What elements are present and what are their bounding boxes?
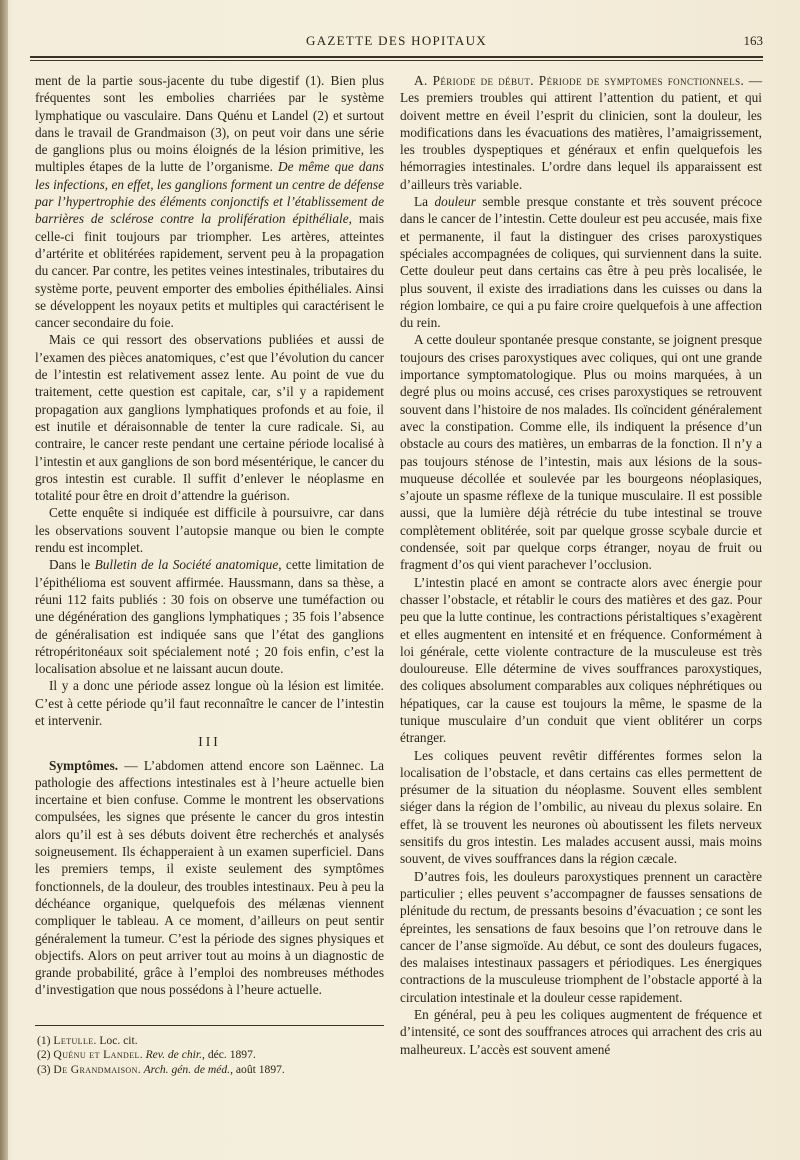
paragraph: A cette douleur spontanée presque constante, se joignent presque toujours des crises paroxystiques avec coliques, qui ont une grande importance symptomatologique. Plus ou moins marquées, à un degré plus ou moins accusé, ces crises paroxystiques se retrouvent souvent dans l’histoire de nos malades. Ils coïncident généralement avec la constipation. Comme elle, ils indiquent la présence d’un obstacle au cours des matières, un embarras de la fonction. Il n’y a pas toujours sténose de l’intestin, mais aux lésions de la sous-muqueuse décollée et soulevée par les bourgeons néoplasiques, s’ajoute un spasme réflexe de la tunique musculaire. Il est possible aussi, que la lumière déjà rétrécie du tube intestinal se trouve complètement oblitérée, soit par quelque grosse scybale durcie et condensée, soit par quelque corps étranger, noyau de fruit ou fragment d’os qui vient parachever l’occlusion.: [400, 332, 762, 573]
footnote-text: .: [139, 1048, 146, 1062]
footnote-number: (3): [37, 1062, 54, 1076]
footnote-author: Letulle: [53, 1033, 94, 1047]
page-spine: [0, 0, 8, 1160]
left-column: [35, 72, 384, 1077]
text-run: ment de la partie sous-jacente du tube digestif (1). Bien plus fréquentes sont les embolies charriées par le système lymphatique ou vasculaire. Dans Quénu et Landel (2) et surtout dans le travail de Grandmaison (3), on peut voir dans une série de ganglions plus ou moins éloignés de la lésion primitive, les multiples étapes de la lutte de l’organisme.: [35, 73, 384, 175]
paragraph: Mais ce qui ressort des observations publiées et aussi de l’examen des pièces anatomiques, c’est que l’évolution du cancer de l’intestin est relativement assez lente. Au point de vue du traitement, cette question est capitale, car, s’il y a rapidement propagation aux ganglions lymphatiques profonds et au foie, il est inutile et déraisonnable de tenter la cure radicale. Si, au contraire, le cancer reste pendant une certaine période localisé à l’intestin et aux ganglions de son bord mésentérique, le cancer du gros intestin est curable. Il suffit d’enlever le néoplasme en totalité pour être en droit d’attendre la guérison.: [35, 332, 384, 504]
paragraph: [400, 193, 762, 331]
right-column: [400, 72, 762, 1058]
paragraph: [35, 556, 384, 677]
text-run: — Les premiers troubles qui attirent l’attention du patient, et qui doivent mettre en éveil l’esprit du clinicien, sont la douleur, les modifications dans les évacuations des matières, l’amaigrissement, les troubles dyspeptiques et généraux et enfin quelquefois les hémorragies intestinales. L’ordre dans lequel ils apparaissent est d’ailleurs très variable.: [400, 73, 762, 192]
run-in-heading: A. Période de début. Période de symptomes fonctionnels.: [414, 73, 745, 88]
paragraph: Les coliques peuvent revêtir différentes formes selon la localisation de l’obstacle, et dans certains cas elles permettent de présumer de la situation du néoplasme. Souvent elles semblent siéger dans la région de l’ombilic, au niveau du plexus solaire. En effet, là se trouvent les neurones où aboutissent les filets nerveux sensitifs du gros intestin. Les malades accusent aussi, mais moins souvent, de vives souffrances dans la région cæcale.: [400, 747, 762, 867]
footnote-author: De Grandmaison: [53, 1062, 138, 1076]
paragraph: En général, peu à peu les coliques augmentent de fréquence et d’intensité, ce sont des souffrances atroces qui arrachent des cris au malheureux. L’accès est souvent amené: [400, 1007, 762, 1057]
footnote: [37, 1048, 384, 1063]
footnote-journal: Rev. de chir.: [145, 1048, 203, 1062]
paragraph: Cette enquête si indiquée est difficile à poursuivre, car dans les observations souvent l’autopsie manque ou bien le compte rendu est incomplet.: [35, 505, 384, 556]
paragraph: [35, 757, 384, 999]
paragraph: [35, 72, 384, 331]
text-run: mais celle-ci finit toujours par triompher. Les artères, atteintes d’artérite et oblitérées rapidement, servent peu à la propagation du cancer. Par contre, les petites veines intestinales, tributaires du système porte, peuvent emporter des embolies épithéliales. Ainsi se développent les noyaux petits et multiples qui caractérisent le cancer secondaire du foie.: [35, 211, 384, 331]
footnote-number: (2): [37, 1048, 54, 1062]
paragraph: Il y a donc une période assez longue où la lésion est limitée. C’est à cette période qu’il faut reconnaître le cancer de l’intestin et intervenir.: [35, 678, 384, 728]
footnote-author: Quénu et Landel: [53, 1048, 140, 1062]
italic-run: douleur: [434, 194, 476, 210]
paragraph: [400, 72, 762, 193]
footnote-number: (1): [37, 1033, 54, 1047]
paragraph: L’intestin placé en amont se contracte alors avec énergie pour chasser l’obstacle, et rétablir le cours des matières et des gaz. Pour peu que la lutte continue, les contractions péristaltiques s’exagèrent et elles augmentent en intensité et en fréquence. Conformément à loi générale, cette violente contracture de la musculeuse est très douloureuse. Elle détermine de vives souffrances paroxystiques, des coliques absolument comparables aux coliques néphrétiques ou hépatiques, car la cause est toujours la même, le spasme de la tunique musculaire d’un conduit que vient oblitérer un corps étranger.: [400, 574, 762, 746]
footnote-text: . Loc. cit.: [93, 1033, 138, 1047]
footnote-date: , août 1897.: [230, 1062, 285, 1076]
journal-title: GAZETTE DES HOPITAUX: [306, 33, 487, 48]
footnote-text: .: [137, 1062, 144, 1076]
run-in-heading: Symptômes.: [49, 757, 119, 773]
header-rule-thin: [30, 60, 763, 61]
footnote-date: , déc. 1897.: [202, 1048, 256, 1062]
section-number: III: [198, 734, 221, 750]
header-rule-thick: [30, 56, 763, 58]
page-number: 163: [743, 33, 763, 48]
italic-run: Bulletin de la Société anatomique: [94, 557, 279, 573]
text-run: , cette limitation de l’épithélioma est souvent affirmée. Haussmann, dans sa thèse, a réuni 112 faits publiés : 30 fois on observe une tuméfaction ou une dégénération des ganglions lymphatiques ; 35 fois l’absence de généralisation est indiquée sans que l’état des ganglions rétropéritonéaux soit spécialement noté ; 20 fois enfin, c’est la localisation absolue et ne laissant aucun doute.: [35, 557, 384, 677]
text-run: La: [414, 194, 435, 210]
text-run: Dans le: [49, 557, 95, 573]
footnote-rule: [35, 1025, 384, 1026]
page-header: [30, 33, 763, 53]
footnote: [37, 1063, 384, 1078]
footnote: [37, 1034, 384, 1049]
text-run: — L’abdomen attend encore son Laënnec. La pathologie des affections intestinales est à l’heure actuelle bien incertaine et bien confuse. Comme le montrent les observations compulsées, les signes que présente le cancer du gros intestin alors qu’il est à ses débuts doivent être recherchés et analysés soigneusement. Ils échapperaient à un examen superficiel. Dans les premiers temps, il existe seulement des symptômes fonctionnels, de la douleur, des troubles intestinaux. Peu à peu la déchéance organique, quelquefois des mélænas viennent compliquer le tableau. A ce moment, d’ailleurs on peut sentir généralement la tumeur. C’est la période des signes physiques et objectifs. Alors on peut arriver tout au moins à un diagnostic de grande probabilité, grâce à l’emploi des nombreuses méthodes d’investigation que nous possédons à l’heure actuelle.: [35, 757, 384, 998]
italic-run: De même que dans les infections, en effet, les ganglions forment un centre de défense par l’hypertrophie des éléments conjonctifs et l’établissement de barrières de sclérose contre la prolifération épithéliale,: [35, 159, 384, 227]
text-run: semble presque constante et très souvent précoce dans le cancer de l’intestin. Cette douleur est peu accusée, mais fixe et permanente, il faut la distinguer des crises paroxystiques spéciales accompagnées de coliques, qui surviennent dans la suite. Cette douleur peut dans certains cas être à peu près localisée, le plus souvent, il existe des irradiations dans les cuisses ou dans la région lombaire, ce qui a pu faire croire quelquefois à une affection du rein.: [400, 194, 762, 331]
footnote-journal: Arch. gén. de méd.: [143, 1062, 231, 1076]
paragraph: D’autres fois, les douleurs paroxystiques prennent un caractère particulier ; elles peuvent s’accompagner de fausses sensations de plénitude du rectum, de pressants besoins d’évacuation ; ce sont les épreintes, les sensations de faux besoins que l’on retrouve dans le cancer de l’anse sigmoïde. Au début, ce sont des douleurs fugaces, des malaises intestinaux passagers et périodiques. Les énergiques contractions de la musculeuse triomphent de l’obstacle apporté à la circulation intestinale et la douleur cesse rapidement.: [400, 868, 762, 1005]
